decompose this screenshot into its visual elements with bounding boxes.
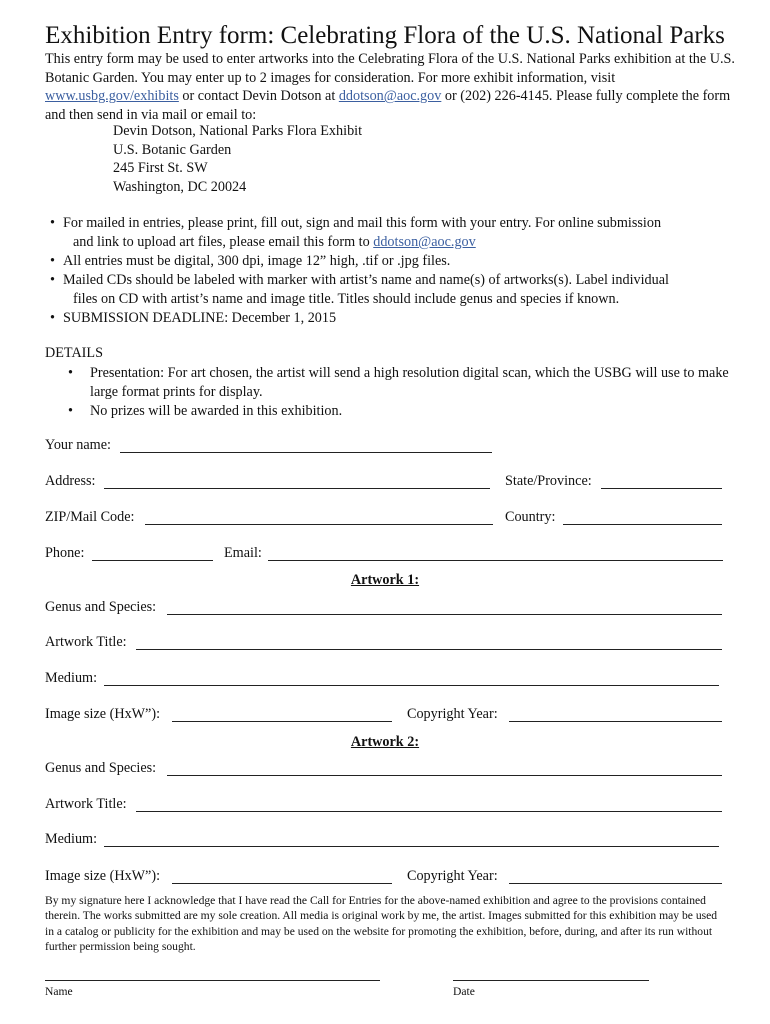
- intro-text-2: or contact Devin Dotson at: [178, 88, 339, 105]
- bullet-icon: •: [50, 253, 55, 269]
- details-text: No prizes will be awarded in this exhibition.: [90, 403, 343, 419]
- state-field[interactable]: [601, 488, 722, 489]
- bullet-text: SUBMISSION DEADLINE: December 1, 2015: [63, 310, 337, 326]
- phone-label: Phone:: [45, 545, 85, 561]
- details-heading: DETAILS: [45, 345, 103, 361]
- artwork-1-heading: Artwork 1:: [350, 572, 420, 588]
- bullet-mailed-entries: [50, 214, 740, 251]
- artwork-2-medium-label: Medium:: [45, 831, 98, 847]
- artwork-2-size-label: Image size (HxW”):: [45, 868, 161, 884]
- signature-statement: By my signature here I acknowledge that I have read the Call for Entries for the above-named exhibition and agree to the provisions contained therein. The works submitted are my sole creation. All media is original work by me, the artist. Images submitted for this exhibition may be used in a catalog or publicity for the exhibition and may be used on the website for promoting the exhibition, before, during, and after its run without further permission being sought.: [45, 894, 718, 954]
- mailing-address: [113, 122, 362, 196]
- artwork-1-medium-field[interactable]: [104, 685, 719, 686]
- zip-label: ZIP/Mail Code:: [45, 509, 135, 525]
- your-name-field[interactable]: [120, 452, 492, 453]
- country-field[interactable]: [563, 524, 722, 525]
- date-label: Date: [453, 985, 475, 998]
- artwork-1-title-field[interactable]: [136, 649, 722, 650]
- address-line: U.S. Botanic Garden: [113, 141, 232, 158]
- artwork-1-year-label: Copyright Year:: [407, 706, 498, 722]
- details-text: Presentation: For art chosen, the artist will send a high resolution digital scan, which the USBG will use to make large format prints for display.: [90, 365, 729, 400]
- country-label: Country:: [505, 509, 556, 525]
- email-field[interactable]: [268, 560, 723, 561]
- artwork-2-title-field[interactable]: [136, 811, 722, 812]
- bullet-icon: •: [50, 215, 55, 231]
- name-label: Name: [45, 985, 73, 998]
- artwork-2-title-label: Artwork Title:: [45, 796, 127, 812]
- bullet-icon: •: [50, 310, 55, 326]
- details-presentation: [68, 364, 738, 401]
- intro-text-3: or (202) 226-4145. Please fully complete the form and then send in via mail or email to:: [45, 88, 731, 123]
- artwork-1-title-label: Artwork Title:: [45, 634, 127, 650]
- address-label: Address:: [45, 473, 96, 489]
- details-prizes: [68, 402, 738, 421]
- artwork-1-medium-label: Medium:: [45, 670, 98, 686]
- bullet-text: files on CD with artist’s name and image title. Titles should include genus and species if known.: [73, 290, 620, 307]
- bullet-text: Mailed CDs should be labeled with marker with artist’s name and name(s) of artworks(s). Label individual: [63, 272, 669, 288]
- address-field[interactable]: [104, 488, 490, 489]
- artwork-2-year-label: Copyright Year:: [407, 868, 498, 884]
- bullet-text: For mailed in entries, please print, fill out, sign and mail this form with your entry. For online submission: [63, 215, 662, 231]
- your-name-label: Your name:: [45, 437, 111, 453]
- artwork-1-size-label: Image size (HxW”):: [45, 706, 161, 722]
- bullet-icon: •: [68, 403, 73, 419]
- artwork-2-year-field[interactable]: [509, 883, 722, 884]
- artwork-2-size-field[interactable]: [172, 883, 392, 884]
- signature-date-field[interactable]: [453, 980, 649, 981]
- artwork-1-size-field[interactable]: [172, 721, 392, 722]
- artwork-2-genus-label: Genus and Species:: [45, 760, 157, 776]
- artwork-1-genus-field[interactable]: [167, 614, 722, 615]
- email-label: Email:: [224, 545, 262, 561]
- exhibits-link[interactable]: www.usbg.gov/exhibits: [45, 88, 179, 105]
- state-label: State/Province:: [505, 473, 592, 489]
- phone-field[interactable]: [92, 560, 213, 561]
- artwork-1-genus-label: Genus and Species:: [45, 599, 157, 615]
- contact-email-link[interactable]: ddotson@aoc.gov: [338, 88, 442, 105]
- bullet-text: All entries must be digital, 300 dpi, image 12” high, .tif or .jpg files.: [63, 253, 451, 269]
- artwork-2-genus-field[interactable]: [167, 775, 722, 776]
- intro-paragraph: [45, 50, 735, 124]
- address-line: Devin Dotson, National Parks Flora Exhibit: [113, 123, 363, 139]
- signature-name-field[interactable]: [45, 980, 380, 981]
- bullet-text: and link to upload art files, please email this form to: [73, 233, 374, 250]
- bullet-icon: •: [50, 272, 55, 288]
- form-title: Exhibition Entry form: Celebrating Flora of the U.S. National Parks: [45, 22, 725, 49]
- bullet-mailed-cds: [50, 271, 740, 308]
- address-line: Washington, DC 20024: [113, 178, 247, 195]
- submission-email-link[interactable]: ddotson@aoc.gov: [373, 233, 476, 250]
- bullet-digital-entries: [50, 252, 740, 271]
- bullet-icon: •: [68, 365, 73, 381]
- bullet-deadline: [50, 309, 740, 328]
- artwork-2-heading: Artwork 2:: [350, 734, 420, 750]
- address-line: 245 First St. SW: [113, 160, 208, 177]
- artwork-1-year-field[interactable]: [509, 721, 722, 722]
- artwork-2-medium-field[interactable]: [104, 846, 719, 847]
- intro-text-1: This entry form may be used to enter artworks into the Celebrating Flora of the U.S. National Parks exhibition at the U.S. Botanic Garden. You may enter up to 2 images for consideration. For more exhibit information, visit: [45, 51, 735, 86]
- zip-field[interactable]: [145, 524, 493, 525]
